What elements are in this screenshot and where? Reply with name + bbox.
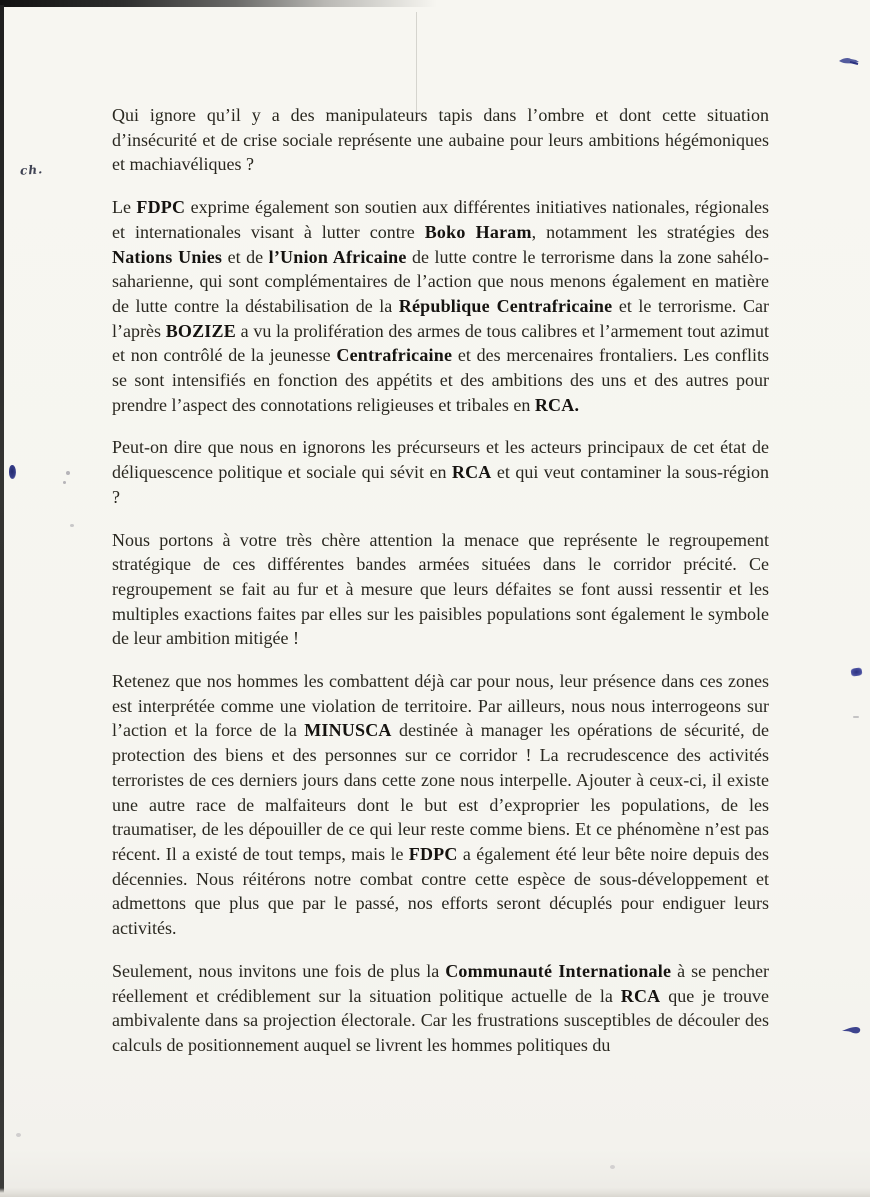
- text-run: a également été leur bête noire depuis des décennies. Nous réitérons notre combat contre cette espèce de sous-développement et admettons que plus que par le passé, nos efforts seront décuplés pour endiguer leurs activités.: [112, 843, 769, 939]
- text-run: Retenez que nos hommes les combattent déjà car pour nous, leur présence dans ces zones est interprétée comme une violation de territoire. Par ailleurs, nous nous interrogeons sur l’action et la force de la: [112, 671, 769, 741]
- paragraph: [112, 528, 769, 652]
- document-text: [112, 103, 769, 1076]
- ink-blot-left-margin: [9, 465, 16, 479]
- text-run: , notamment les stratégies des: [531, 221, 769, 242]
- text-run: et qui veut contaminer la sous-région ?: [112, 462, 769, 507]
- scan-edge-top: [0, 0, 560, 7]
- scan-speck: [853, 716, 859, 718]
- bold-text-run: République Centrafricaine: [398, 295, 613, 316]
- handwritten-annotation: ch.: [19, 162, 44, 178]
- scan-speck: [66, 471, 70, 475]
- scan-speck: [70, 524, 74, 527]
- bold-text-run: l’Union Africaine: [268, 246, 407, 267]
- bold-text-run: RCA: [620, 985, 661, 1006]
- scan-edge-left: [0, 5, 4, 1197]
- bold-text-run: BOZIZE: [165, 320, 236, 341]
- text-run: Le: [112, 197, 137, 218]
- text-run: Nous portons à votre très chère attention la menace que représente le regroupement stratégique de ces différentes bandes armées situées dans le corridor précité. Ce regroupement se fait au fur et à mesure que leurs défaites se font aussi ressentir et les multiples exactions faites par elles sur les paisibles populations sont également le symbole de leur ambition mitigée !: [112, 529, 769, 649]
- paragraph: [112, 959, 769, 1058]
- text-run: et de: [222, 246, 269, 267]
- bold-text-run: RCA.: [534, 394, 580, 415]
- bold-text-run: RCA: [451, 462, 492, 483]
- text-run: et le terrorisme. Car l’après: [112, 295, 769, 341]
- paragraph: [112, 669, 769, 941]
- bold-text-run: Communauté Internationale: [445, 960, 672, 981]
- bold-text-run: Nations Unies: [112, 246, 223, 267]
- scan-speck: [610, 1165, 615, 1169]
- paragraph: [112, 435, 769, 509]
- ink-scribble-top-right: [836, 53, 862, 69]
- text-run: et des mercenaires frontaliers. Les conflits se sont intensifiés en fonction des appétits et des ambitions des uns et des autres pour prendre l’aspect des connotations religieuses et tribales en: [112, 345, 769, 415]
- scan-speck: [16, 1133, 21, 1137]
- text-run: de lutte contre le terrorisme dans la zone sahélo-saharienne, qui sont complémentaires de l’action que nous menons également en matière de lutte contre la déstabilisation de la: [112, 246, 769, 316]
- text-run: a vu la prolifération des armes de tous calibres et l’armement tout azimut et non contrôlé de la jeunesse: [112, 320, 769, 366]
- text-run: destinée à manager les opérations de sécurité, de protection des biens et des personnes sur ce corridor ! La recrudescence des activités terroristes de ces derniers jours dans cette zone nous interpelle. Ajouter à ceux-ci, il existe une autre race de malfaiteurs dont le but est d’exproprier les populations, de les traumatiser, de les dépouiller de ce qui leur reste comme biens. Et ce phénomène n’est pas récent. Il a existé de tout temps, mais le: [112, 720, 769, 864]
- bold-text-run: Boko Haram: [424, 221, 532, 242]
- text-run: exprime également son soutien aux différentes initiatives nationales, régionales et internationales visant à lutter contre: [112, 197, 769, 242]
- text-run: Seulement, nous invitons une fois de plus la: [112, 960, 446, 981]
- text-run: à se pencher réellement et crédiblement sur la situation politique actuelle de la: [112, 960, 769, 1006]
- scan-speck: [63, 481, 66, 484]
- bold-text-run: FDPC: [408, 843, 458, 864]
- ink-blot-bottom-right: [841, 1023, 862, 1035]
- bold-text-run: MINUSCA: [304, 720, 392, 741]
- paragraph: [112, 195, 769, 417]
- text-run: que je trouve ambivalente dans sa projection électorale. Car les frustrations susceptibles de découler des calculs de positionnement auquel se livrent les hommes politiques du: [112, 985, 769, 1055]
- ink-mark-right-margin: [850, 667, 862, 676]
- text-run: Qui ignore qu’il y a des manipulateurs tapis dans l’ombre et dont cette situation d’insécurité et de crise sociale représente une aubaine pour leurs ambitions hégémoniques et machiavéliques ?: [112, 105, 769, 175]
- scan-edge-bottom: [0, 1188, 870, 1197]
- text-run: Peut-on dire que nous en ignorons les précurseurs et les acteurs principaux de cet état de déliquescence politique et sociale qui sévit en: [112, 437, 769, 483]
- bold-text-run: Centrafricaine: [336, 345, 453, 366]
- bold-text-run: FDPC: [136, 197, 186, 218]
- paragraph: [112, 103, 769, 177]
